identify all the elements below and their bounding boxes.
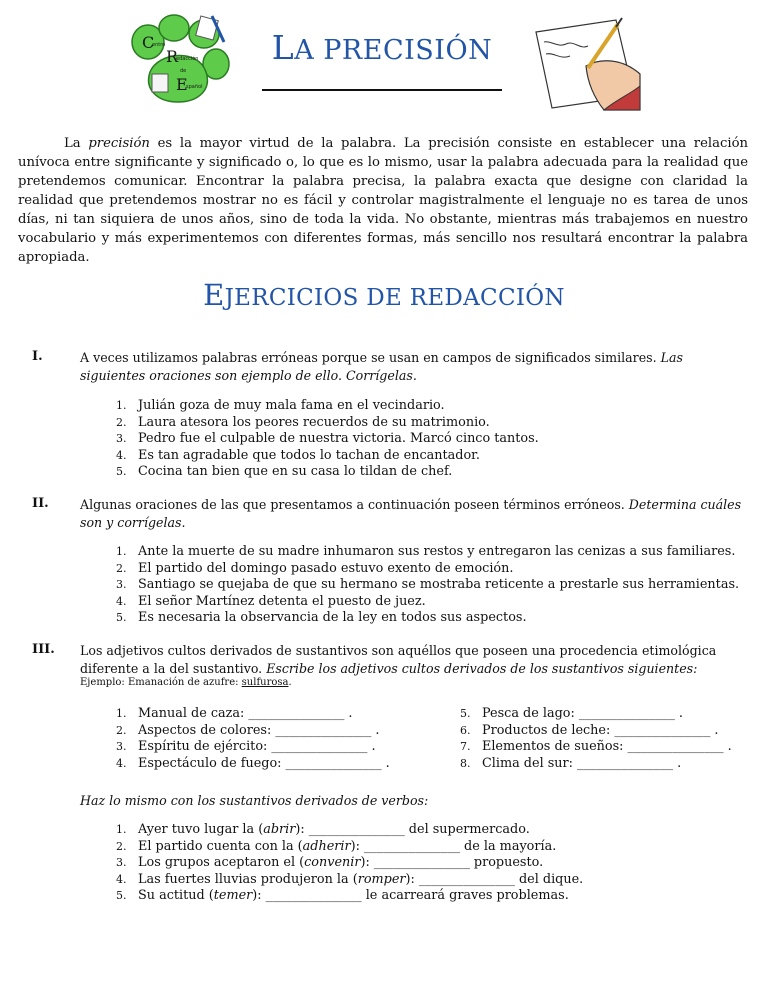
title-underline <box>262 89 502 91</box>
exercises-heading: EJERCICIOS DE REDACCIÓN <box>203 278 565 312</box>
section-2-text: Algunas oraciones de las que presentamos a continuación poseen términos erróneos. Determina cuáles son y corrígelas. <box>80 497 742 530</box>
list-item: 5. Su actitud (temer): _______________ le acarreará graves problemas. <box>116 888 569 903</box>
list-item: 1. Ante la muerte de su madre inhumaron sus restos y entregaron las cenizas a sus familiares. <box>116 544 736 559</box>
section-3-left-list <box>116 706 416 772</box>
section-1-number: I. <box>32 349 43 364</box>
section-3-number: III. <box>32 642 55 657</box>
logo-letter-r: R <box>166 47 179 66</box>
list-item: 1. Ayer tuvo lugar la (abrir): _______________ del supermercado. <box>116 822 530 837</box>
list-item: 6. Productos de leche: _______________ . <box>460 722 719 738</box>
svg-text:edacción: edacción <box>176 56 199 62</box>
list-item: 4. El señor Martínez detenta el puesto de juez. <box>116 593 426 609</box>
list-item: 3. Pedro fue el culpable de nuestra victoria. Marcó cinco tantos. <box>116 431 539 446</box>
svg-text:spañol: spañol <box>186 84 203 90</box>
section-1-list <box>116 398 736 481</box>
svg-text:entro: entro <box>152 42 166 48</box>
list-item: 2. Aspectos de colores: _______________ . <box>116 722 380 738</box>
verbs-instruction: Haz lo mismo con los sustantivos derivados de verbos: <box>80 793 429 808</box>
list-item: 4. Es tan agradable que todos lo tachan de encantador. <box>116 447 480 463</box>
list-item: 5. Cocina tan bien que en su casa lo tildan de chef. <box>116 464 453 479</box>
list-item: 1. Manual de caza: _______________ . <box>116 706 353 721</box>
list-item: 3. Espíritu de ejército: _______________ . <box>116 739 376 754</box>
list-item: 5. Pesca de lago: _______________ . <box>460 706 683 721</box>
list-item: 3. Santiago se quejaba de que su hermano se mostraba reticente a prestarle sus herramientas. <box>116 577 740 592</box>
logo-letter-c: C <box>142 33 155 52</box>
logo-letter-e: E <box>176 75 188 94</box>
section-2-list <box>116 544 746 627</box>
section-3-text: Los adjetivos cultos derivados de sustantivos son aquéllos que poseen una procedencia etimológica diferente a la del sustantivo. Escribe los adjetivos cultos derivados de los sustantivos siguientes: <box>80 643 717 676</box>
section-3-example: Ejemplo: Emanación de azufre: sulfurosa. <box>80 677 292 688</box>
section-2-number: II. <box>32 496 49 511</box>
list-item: 2. El partido cuenta con la (adherir): _______________ de la mayoría. <box>116 838 557 854</box>
list-item: 8. Clima del sur: _______________ . <box>460 755 682 771</box>
svg-text:de: de <box>180 68 187 74</box>
list-item: 4. Las fuertes lluvias produjeron la (romper): _______________ del dique. <box>116 871 584 887</box>
intro-paragraph: La precisión es la mayor virtud de la palabra. La precisión consiste en establecer una relación unívoca entre significante y significado o, lo que es lo mismo, usar la palabra adecuada para la realidad que pretendemos comunicar. Encontrar la palabra precisa, la palabra exacta que designe con claridad la realidad que pretendemos mostrar no es fácil y controlar magistralmente el lenguaje no es tarea de unos días, ni tan siquiera de unos años, sino de toda la vida. No obstante, mientras más trabajemos en nuestro vocabulario y más experimentemos con diferentes formas, más sencillo nos resultará encontrar la palabra apropiada. <box>18 136 749 265</box>
section-1-text: A veces utilizamos palabras erróneas porque se usan en campos de significados similares. Las siguientes oraciones son ejemplo de ello. Corrígelas. <box>80 350 683 383</box>
crde-paw-logo <box>128 14 232 106</box>
list-item: 2. El partido del domingo pasado estuvo exento de emoción. <box>116 560 514 576</box>
list-item: 3. Los grupos aceptaron el (convenir): _______________ propuesto. <box>116 855 544 870</box>
page-title: LA PRECISIÓN <box>271 28 493 67</box>
verbs-list <box>116 822 736 905</box>
list-item: 1. Julián goza de muy mala fama en el vecindario. <box>116 398 445 413</box>
list-item: 4. Espectáculo de fuego: _______________ . <box>116 755 390 771</box>
list-item: 7. Elementos de sueños: _______________ . <box>460 739 732 754</box>
list-item: 2. Laura atesora los peores recuerdos de su matrimonio. <box>116 414 490 430</box>
section-3-right-list <box>460 706 750 772</box>
hand-writing-icon <box>530 14 642 112</box>
list-item: 5. Es necesaria la observancia de la ley en todos sus aspectos. <box>116 610 527 625</box>
